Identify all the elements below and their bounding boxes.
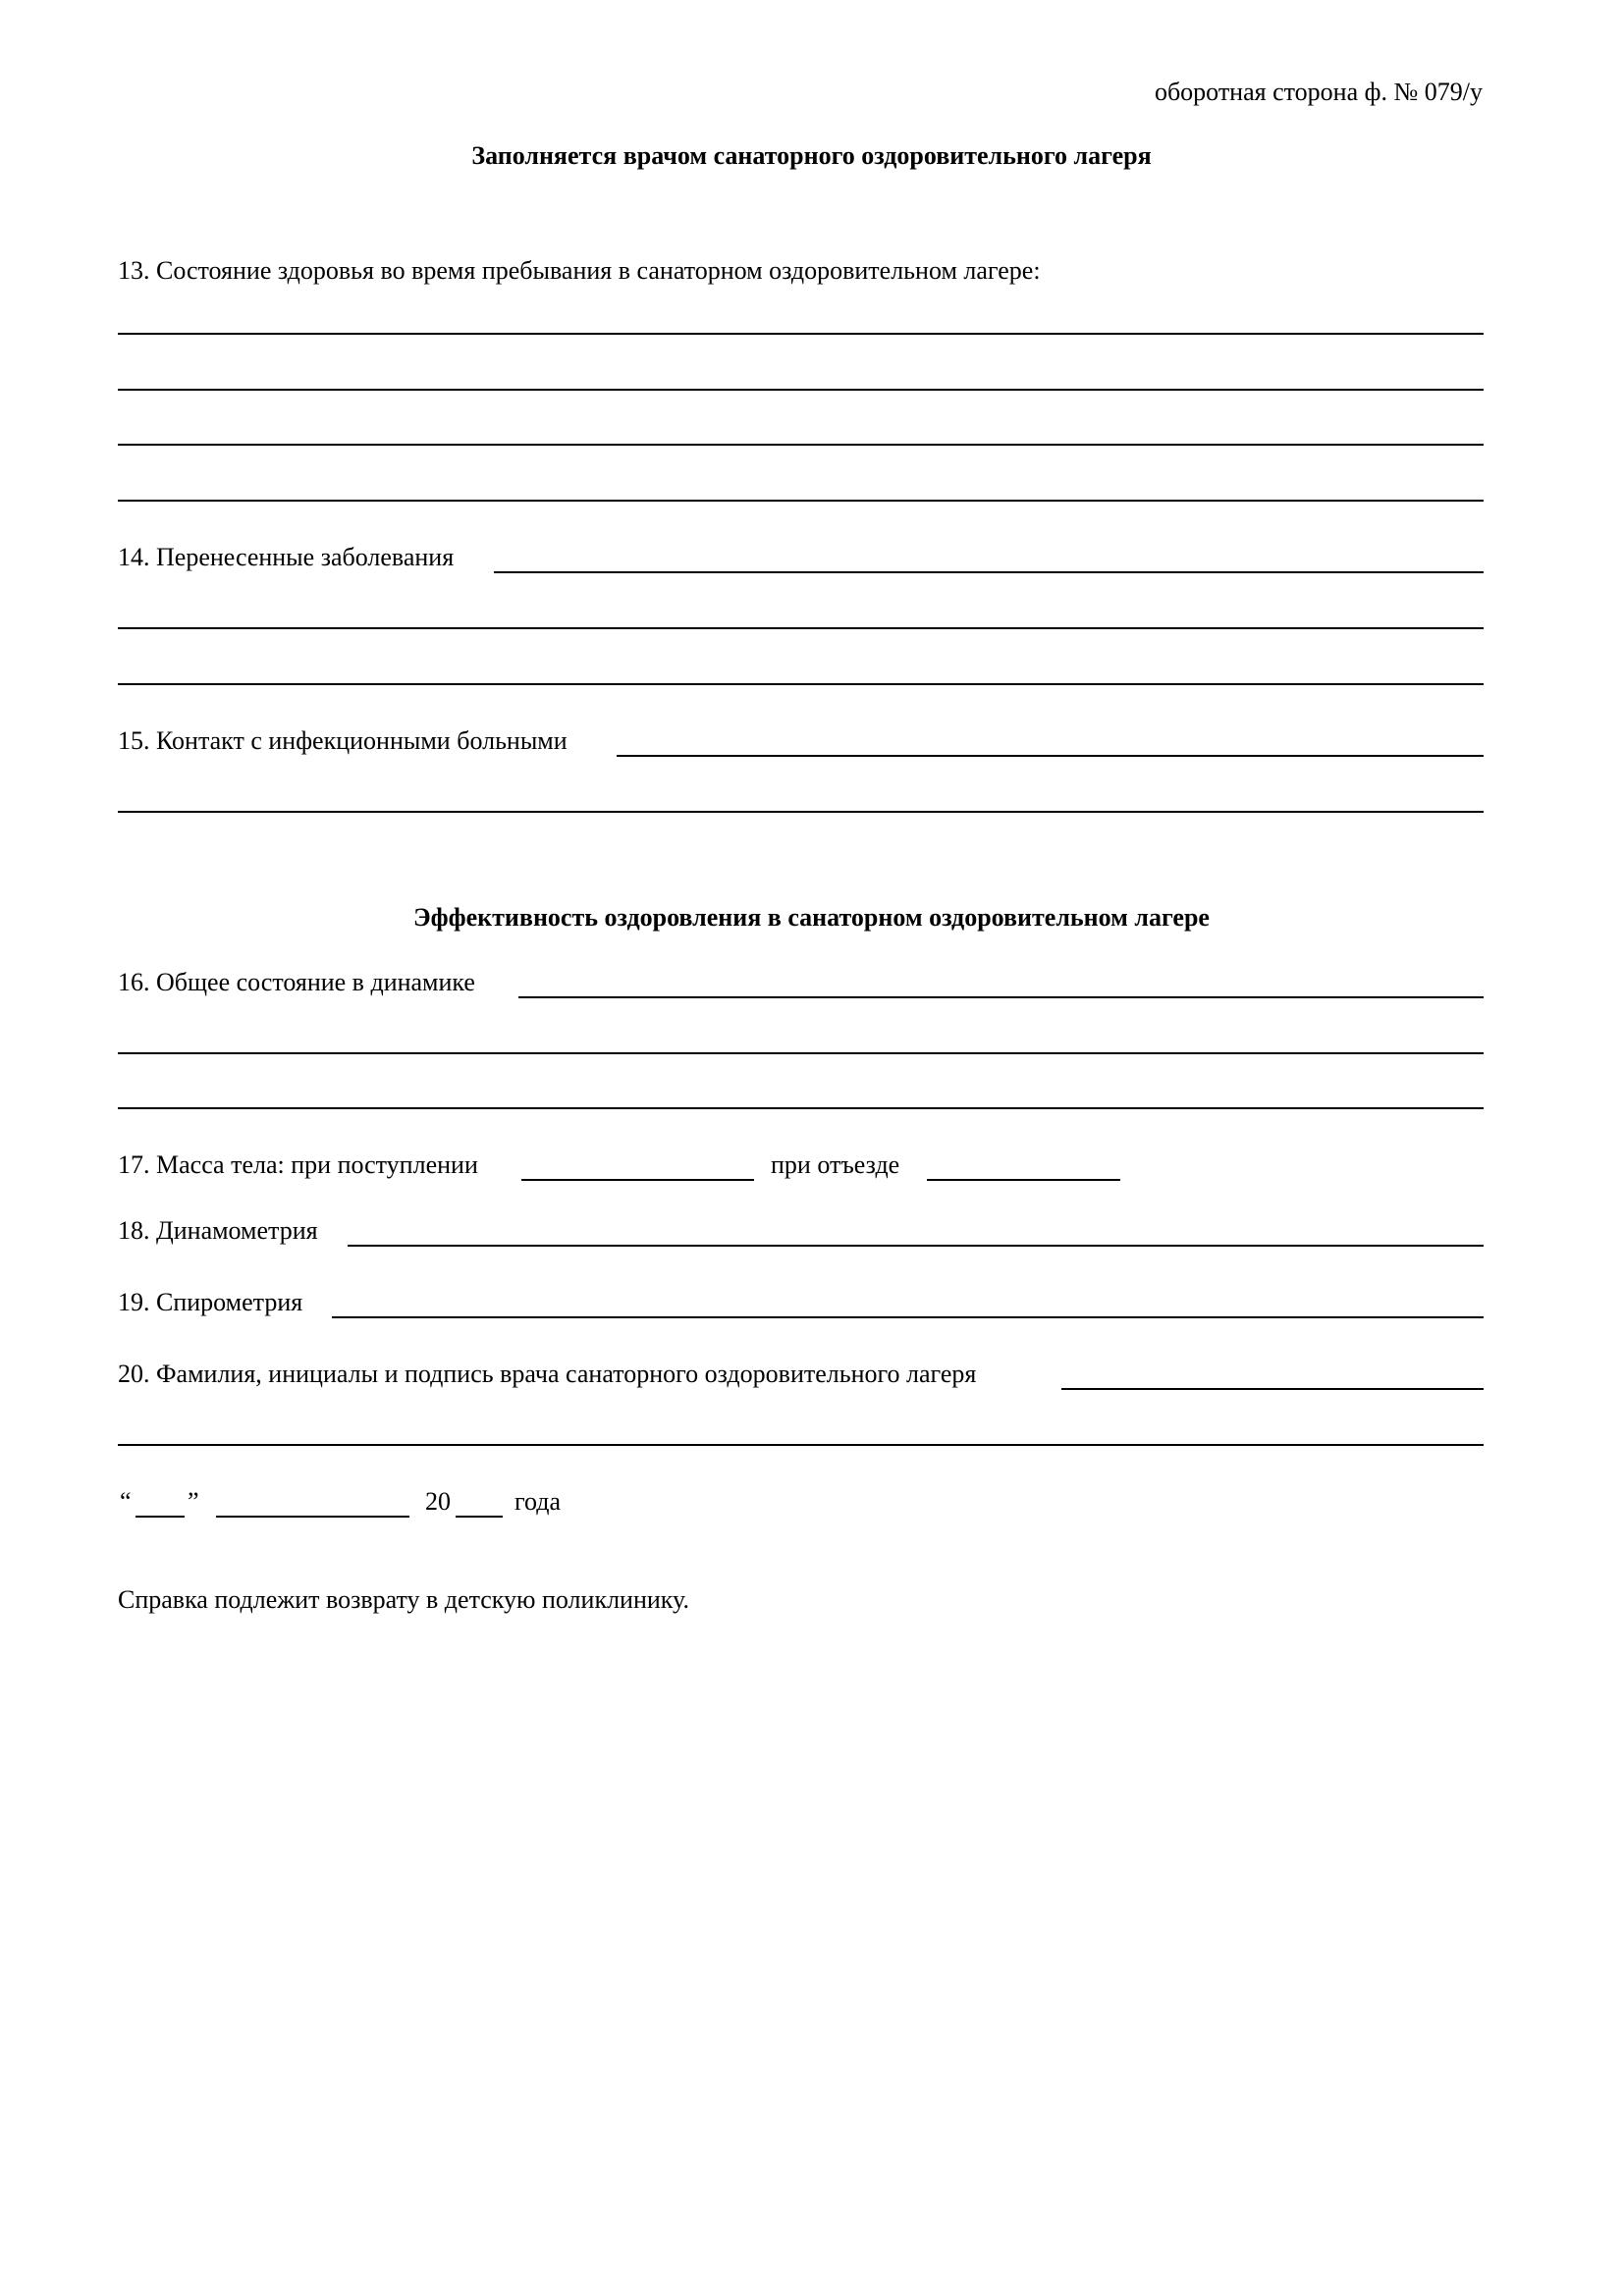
item-16-line-3[interactable] [118, 1107, 1484, 1109]
date-year-suffix: года [514, 1487, 562, 1516]
dynamometry-field[interactable] [348, 1245, 1484, 1247]
section-heading-doctor: Заполняется врачом санаторного оздоровительного лагеря [471, 141, 1152, 170]
item-13-line-2[interactable] [118, 389, 1484, 391]
item-15-line-1[interactable] [617, 755, 1484, 757]
footer-note: Справка подлежит возврату в детскую поликлинику. [118, 1585, 689, 1614]
item-13-line-4[interactable] [118, 500, 1484, 502]
item-14-line-1[interactable] [494, 571, 1484, 573]
form-reference: оборотная сторона ф. № 079/у [1154, 78, 1483, 106]
date-quote-close: ” [188, 1487, 199, 1516]
item-17-label: 17. Масса тела: при поступлении [118, 1150, 478, 1179]
item-15-label: 15. Контакт с инфекционными больными [118, 726, 568, 755]
doctor-signature-field[interactable] [1061, 1388, 1484, 1390]
item-16-line-2[interactable] [118, 1052, 1484, 1054]
item-14-line-3[interactable] [118, 683, 1484, 685]
item-20-label: 20. Фамилия, инициалы и подпись врача санаторного оздоровительного лагеря [118, 1360, 977, 1388]
item-16-line-1[interactable] [518, 996, 1484, 998]
item-14-label: 14. Перенесенные заболевания [118, 543, 455, 571]
date-year-field[interactable] [456, 1516, 503, 1518]
date-year-prefix: 20 [425, 1487, 451, 1516]
item-19-label: 19. Спирометрия [118, 1288, 303, 1316]
item-13-line-1[interactable] [118, 333, 1484, 335]
item-15-line-2[interactable] [118, 811, 1484, 813]
date-quote-open: “ [120, 1487, 132, 1516]
spirometry-field[interactable] [332, 1316, 1484, 1318]
date-day-field[interactable] [135, 1516, 185, 1518]
item-14-line-2[interactable] [118, 627, 1484, 629]
weight-arrival-field[interactable] [521, 1179, 754, 1181]
item-13-line-3[interactable] [118, 444, 1484, 446]
date-month-field[interactable] [216, 1516, 409, 1518]
doctor-signature-line-2[interactable] [118, 1444, 1484, 1446]
item-17-departure-label: при отъезде [771, 1150, 900, 1179]
item-16-label: 16. Общее состояние в динамике [118, 968, 475, 996]
item-13-label: 13. Состояние здоровья во время пребывания в санаторном оздоровительном лагере: [118, 256, 1041, 285]
section-heading-effectiveness: Эффективность оздоровления в санаторном оздоровительном лагере [413, 903, 1210, 932]
weight-departure-field[interactable] [927, 1179, 1120, 1181]
item-18-label: 18. Динамометрия [118, 1216, 318, 1245]
